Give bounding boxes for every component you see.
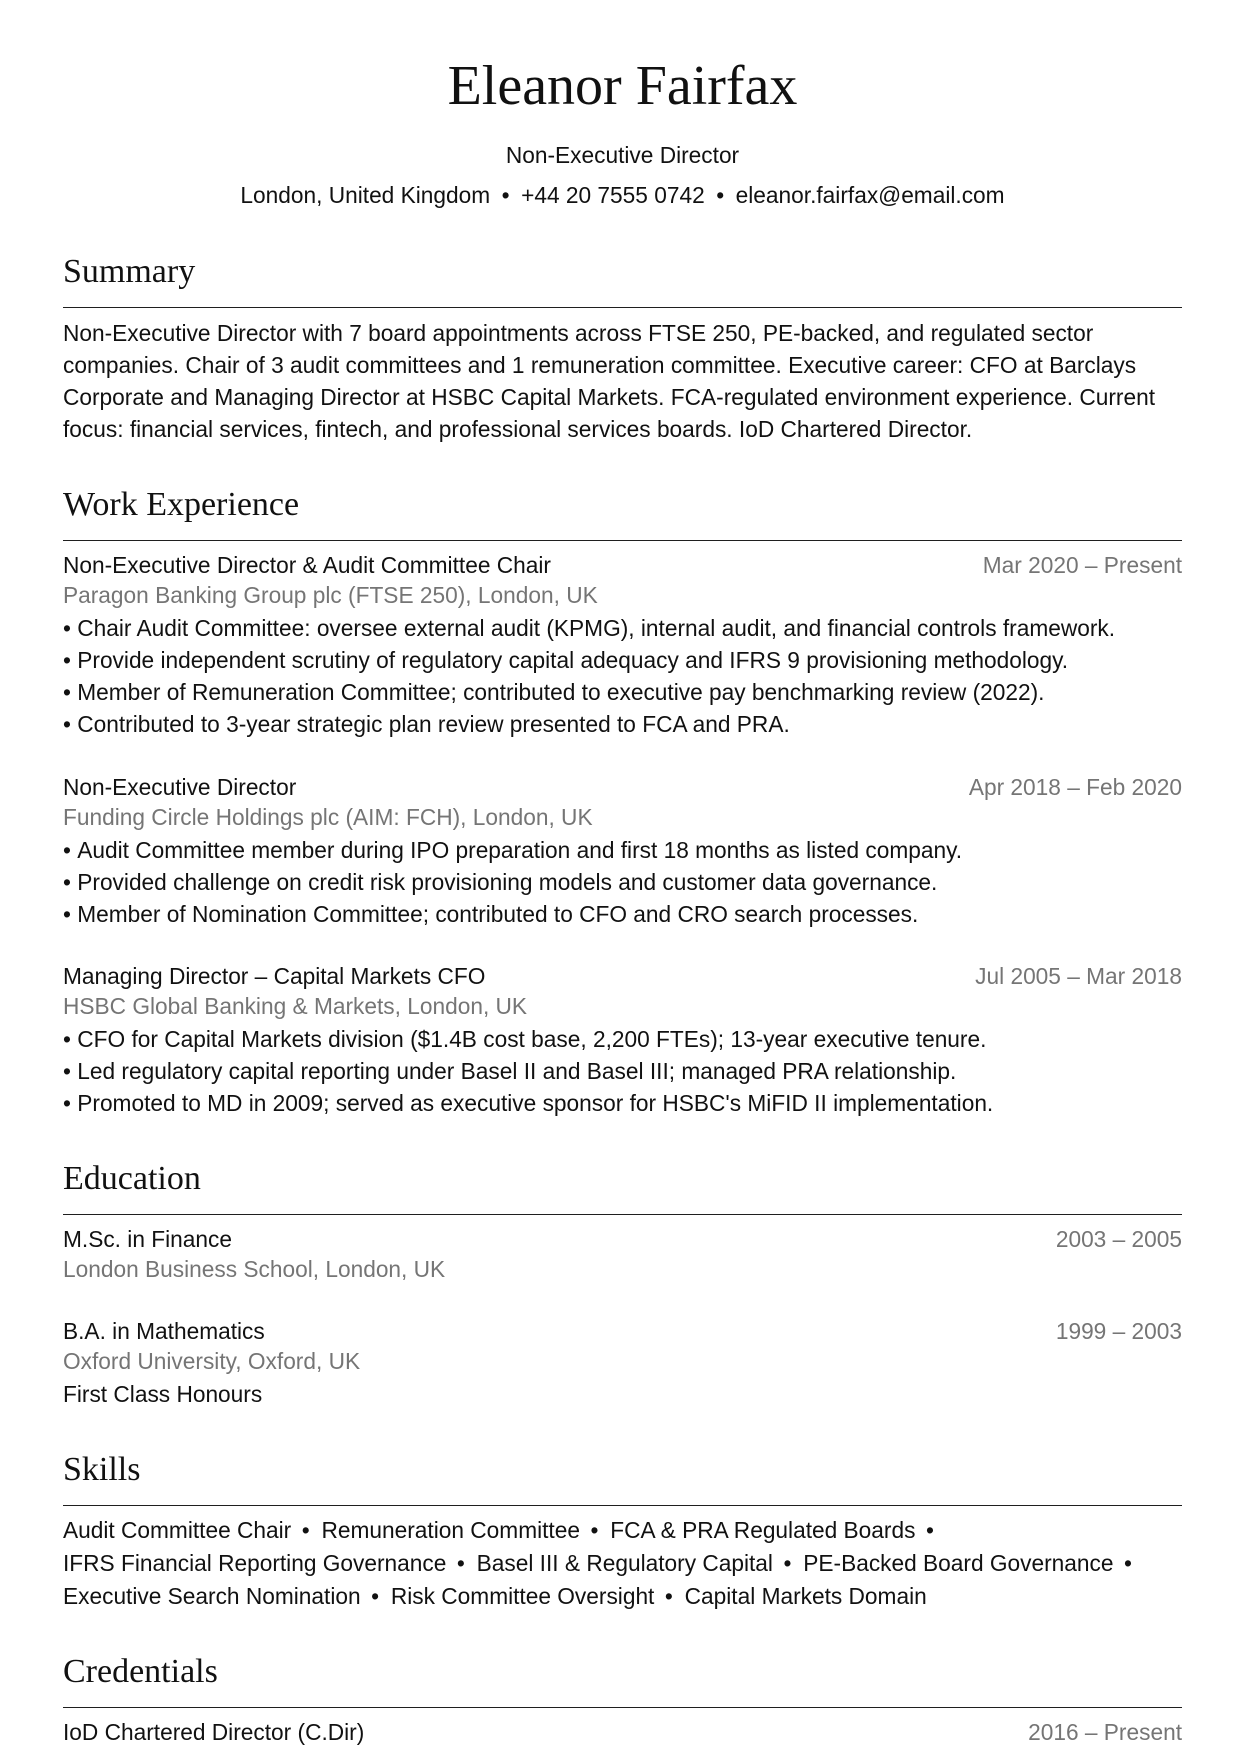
contact-line [63, 180, 1182, 210]
contact-phone[interactable]: +44 20 7555 0742 [521, 182, 705, 208]
job-bullet: • Contributed to 3-year strategic plan review presented to FCA and PRA. [63, 708, 1182, 740]
job-organization: Paragon Banking Group plc (FTSE 250), London, UK [63, 582, 598, 608]
job-bullet-list [63, 834, 1182, 930]
job-title: Non-Executive Director [63, 773, 297, 800]
skill-item: Remuneration Committee • [321, 1517, 603, 1543]
section-heading-credentials: Credentials [63, 1652, 1182, 1708]
skill-item: PE-Backed Board Governance • [803, 1550, 1137, 1576]
skill-item: IFRS Financial Reporting Governance • [63, 1550, 470, 1576]
job-bullet: • Chair Audit Committee: oversee external audit (KPMG), internal audit, and financial controls framework. [63, 612, 1182, 644]
contact-location: London, United Kingdom [240, 182, 491, 208]
skills-section [63, 1450, 1182, 1613]
job-bullet-list [63, 612, 1182, 740]
job-header [63, 772, 1182, 802]
job-bullet: • Promoted to MD in 2009; served as executive sponsor for HSBC's MiFID II implementation. [63, 1087, 1182, 1119]
education-entry [63, 1316, 1182, 1410]
education-detail: First Class Honours [63, 1381, 263, 1407]
contact-separator [502, 182, 510, 208]
job-bullet: • Member of Remuneration Committee; contributed to executive pay benchmarking review (2022). [63, 676, 1182, 708]
skill-item: Risk Committee Oversight • [391, 1583, 678, 1609]
job-bullet-list [63, 1023, 1182, 1119]
education-list [63, 1224, 1182, 1410]
job-title: Non-Executive Director & Audit Committee Chair [63, 552, 551, 578]
skill-item: Capital Markets Domain [684, 1583, 927, 1609]
job-header [63, 550, 1182, 580]
job-bullet: • Led regulatory capital reporting under Basel II and Basel III; managed PRA relationship. [63, 1055, 1182, 1087]
section-heading-summary: Summary [63, 252, 1182, 308]
work-experience-section [63, 485, 1182, 1119]
candidate-name: Eleanor Fairfax [447, 55, 798, 117]
skill-item: Audit Committee Chair • [63, 1517, 315, 1543]
job-entry [63, 550, 1182, 740]
education-dates: 1999 – 2003 [1055, 1318, 1182, 1344]
job-bullet: • Audit Committee member during IPO preparation and first 18 months as listed company. [63, 834, 1182, 866]
contact-email[interactable]: eleanor.fairfax@email.com [735, 182, 1005, 208]
job-entry [63, 772, 1182, 930]
job-dates: Mar 2020 – Present [982, 552, 1182, 578]
job-dates: Jul 2005 – Mar 2018 [975, 963, 1182, 989]
education-institution: London Business School, London, UK [63, 1256, 446, 1282]
skill-item: Executive Search Nomination • [63, 1583, 385, 1609]
education-header [63, 1316, 1182, 1346]
job-dates: Apr 2018 – Feb 2020 [968, 773, 1182, 800]
job-organization: HSBC Global Banking & Markets, London, UK [63, 993, 528, 1019]
credential-dates: 2016 – Present [1028, 1719, 1182, 1745]
job-list [63, 550, 1182, 1119]
education-header [63, 1224, 1182, 1254]
job-organization: Funding Circle Holdings plc (AIM: FCH), London, UK [63, 803, 593, 830]
job-bullet: • Member of Nomination Committee; contributed to CFO and CRO search processes. [63, 898, 1182, 930]
education-degree: B.A. in Mathematics [63, 1318, 265, 1344]
job-entry [63, 961, 1182, 1119]
contact-separator [716, 182, 724, 208]
summary-section [63, 252, 1182, 445]
job-bullet: • CFO for Capital Markets division ($1.4B cost base, 2,200 FTEs); 13-year executive tenure. [63, 1023, 1182, 1055]
job-title: Managing Director – Capital Markets CFO [63, 963, 486, 989]
education-dates: 2003 – 2005 [1055, 1226, 1182, 1252]
credential-entry [63, 1717, 1182, 1747]
job-header [63, 961, 1182, 991]
education-institution: Oxford University, Oxford, UK [63, 1348, 361, 1374]
credentials-section [63, 1652, 1182, 1747]
section-heading-work-experience: Work Experience [63, 485, 1182, 541]
section-heading-education: Education [63, 1159, 1182, 1215]
credentials-list [63, 1717, 1182, 1747]
education-section [63, 1159, 1182, 1410]
education-degree: M.Sc. in Finance [63, 1226, 232, 1252]
credential-name: IoD Chartered Director (C.Dir) [63, 1719, 365, 1745]
skill-item: FCA & PRA Regulated Boards • [610, 1517, 939, 1543]
job-bullet: • Provide independent scrutiny of regulatory capital adequacy and IFRS 9 provisioning methodology. [63, 644, 1182, 676]
job-bullet: • Provided challenge on credit risk provisioning models and customer data governance. [63, 866, 1182, 898]
skill-item: Basel III & Regulatory Capital • [477, 1550, 797, 1576]
skills-list [63, 1514, 1182, 1613]
education-entry [63, 1224, 1182, 1284]
summary-text: Non-Executive Director with 7 board appointments across FTSE 250, PE-backed, and regulated sector companies. Chair of 3 audit committees and 1 remuneration committee. Executive career: CFO at Barclays Corporate and Managing Director at HSBC Capital Markets. FCA-regulated environment experience. Current focus: financial services, fintech, and professional services boards. IoD Chartered Director. [63, 320, 1156, 442]
resume-header [63, 53, 1182, 210]
section-heading-skills: Skills [63, 1450, 1182, 1506]
candidate-title: Non-Executive Director [505, 142, 740, 168]
